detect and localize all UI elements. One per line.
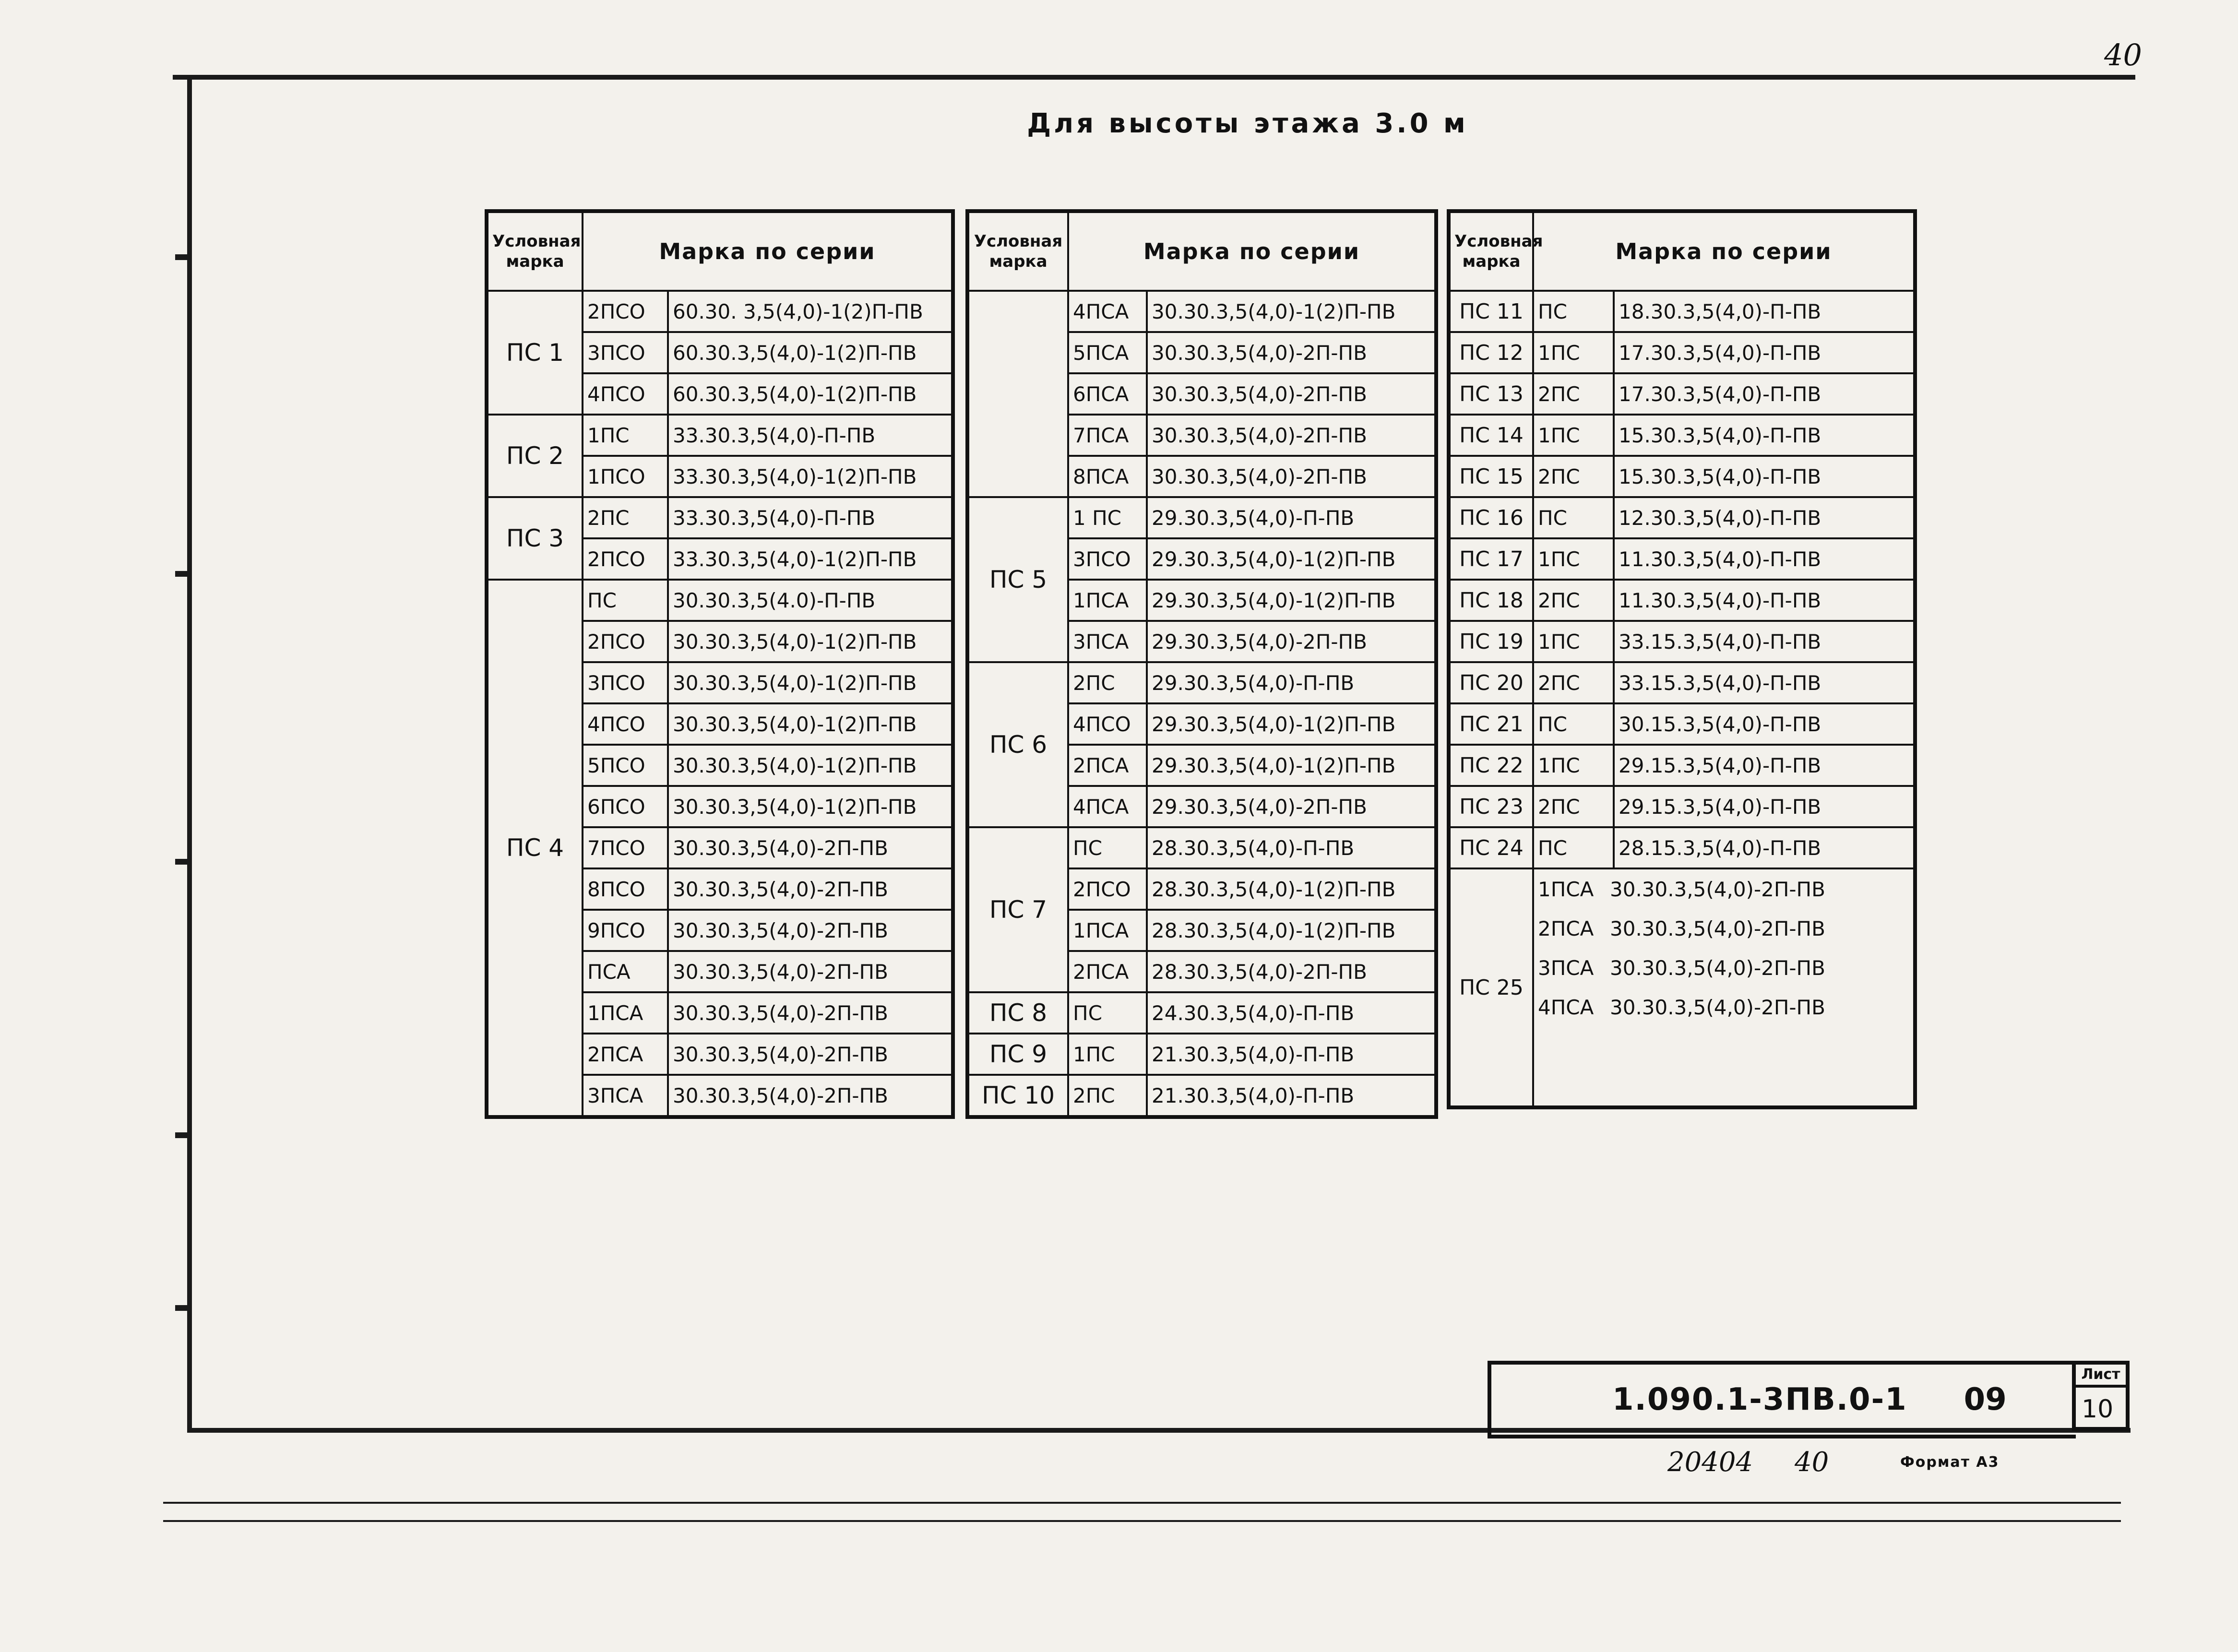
- table-row: [1449, 786, 1915, 827]
- condition-mark-cell: ПС 1: [487, 291, 583, 415]
- series-code-cell: 60.30. 3,5(4,0)-1(2)П-ПВ: [668, 291, 953, 332]
- series-code-cell: 30.30.3,5(4,0)-2П-ПВ: [1147, 415, 1436, 456]
- condition-mark-cell: ПС 22: [1449, 745, 1533, 786]
- series-code-cell: 30.30.3,5(4.0)-П-ПВ: [668, 580, 953, 621]
- condition-mark-cell: ПС 5: [967, 497, 1068, 662]
- series-code-cell: 17.30.3,5(4,0)-П-ПВ: [1614, 373, 1915, 415]
- series-prefix-cell: 2ПСО: [583, 621, 668, 662]
- series-prefix: 1ПСА: [1538, 877, 1594, 901]
- series-prefix-cell: 1ПСА: [583, 992, 668, 1034]
- table-row: [1449, 456, 1915, 497]
- spec-table-2: [965, 209, 1438, 1119]
- table-row: [1449, 291, 1915, 332]
- series-prefix-cell: 1ПСО: [583, 456, 668, 497]
- series-prefix-cell: 3ПСО: [583, 662, 668, 703]
- series-prefix-cell: ПС: [583, 580, 668, 621]
- series-prefix-cell: 2ПС: [583, 497, 668, 538]
- series-prefix-cell: 2ПС: [1533, 456, 1614, 497]
- series-prefix-cell: 3ПСА: [583, 1075, 668, 1117]
- series-prefix-cell: 2ПСА: [583, 1034, 668, 1075]
- series-code-cell: 30.15.3,5(4,0)-П-ПВ: [1614, 703, 1915, 745]
- table-row: [967, 1034, 1436, 1075]
- edge-tick-mark: [175, 571, 188, 577]
- table-row: [487, 497, 953, 538]
- series-prefix-cell: 5ПСО: [583, 745, 668, 786]
- series-code: 30.30.3,5(4,0)-2П-ПВ: [1610, 877, 1825, 901]
- series-mark-header: Марка по серии: [1533, 211, 1915, 291]
- series-prefix-cell: 1ПС: [1533, 621, 1614, 662]
- series-prefix-cell: 4ПСО: [583, 373, 668, 415]
- table-row: [487, 580, 953, 621]
- series-prefix-cell: 1ПС: [1533, 538, 1614, 580]
- series-entry-cell: [1533, 868, 1915, 909]
- series-code-cell: 30.30.3,5(4,0)-2П-ПВ: [668, 1075, 953, 1117]
- series-code-cell: 28.30.3,5(4,0)-2П-ПВ: [1147, 951, 1436, 992]
- condition-mark-cell: ПС 2: [487, 415, 583, 497]
- series-prefix-cell: 2ПСО: [1068, 868, 1147, 910]
- series-code-cell: 30.30.3,5(4,0)-2П-ПВ: [668, 868, 953, 910]
- series-mark-header: Марка по серии: [583, 211, 953, 291]
- series-prefix-cell: 4ПСА: [1068, 291, 1147, 332]
- series-prefix-cell: 7ПСА: [1068, 415, 1147, 456]
- series-code-cell: 33.15.3,5(4,0)-П-ПВ: [1614, 662, 1915, 703]
- edge-tick-mark: [175, 254, 188, 260]
- series-code-cell: 29.30.3,5(4,0)-1(2)П-ПВ: [1147, 703, 1436, 745]
- series-prefix-cell: 1ПС: [583, 415, 668, 456]
- series-prefix-cell: 3ПСА: [1068, 621, 1147, 662]
- empty-cell: [1533, 1066, 1915, 1107]
- table-row: [1449, 827, 1915, 868]
- table-row: [1449, 373, 1915, 415]
- series-code: 30.30.3,5(4,0)-2П-ПВ: [1610, 916, 1825, 940]
- series-prefix-cell: ПС: [1068, 992, 1147, 1034]
- table-row: [1449, 745, 1915, 786]
- edge-tick-mark: [175, 859, 188, 865]
- series-entry-cell: [1533, 948, 1915, 987]
- condition-mark-cell: ПС 7: [967, 827, 1068, 992]
- table-row: [1449, 703, 1915, 745]
- series-code-cell: 28.30.3,5(4,0)-1(2)П-ПВ: [1147, 868, 1436, 910]
- condition-mark-cell: ПС 20: [1449, 662, 1533, 703]
- table-row: [1449, 415, 1915, 456]
- sheet-label: Лист: [2076, 1365, 2126, 1388]
- table-row: [967, 662, 1436, 703]
- series-prefix-cell: 2ПС: [1533, 786, 1614, 827]
- series-code-cell: 30.30.3,5(4,0)-2П-ПВ: [668, 1034, 953, 1075]
- condition-mark-header: Условная марка: [1449, 211, 1533, 291]
- series-prefix-cell: 6ПСО: [583, 786, 668, 827]
- series-prefix-cell: 8ПСО: [583, 868, 668, 910]
- sheet-number: 10: [2082, 1395, 2114, 1424]
- series-prefix-cell: 2ПСА: [1068, 745, 1147, 786]
- table-row: [967, 1075, 1436, 1117]
- table-row: [1449, 868, 1915, 909]
- condition-mark-cell: [967, 291, 1068, 497]
- series-code-cell: 18.30.3,5(4,0)-П-ПВ: [1614, 291, 1915, 332]
- condition-mark-cell: ПС 10: [967, 1075, 1068, 1117]
- trim-line-1: [163, 1502, 2121, 1504]
- series-code-cell: 29.30.3,5(4,0)-2П-ПВ: [1147, 621, 1436, 662]
- table-row: [967, 497, 1436, 538]
- table-row: [1449, 621, 1915, 662]
- series-code-cell: 33.15.3,5(4,0)-П-ПВ: [1614, 621, 1915, 662]
- series-code-cell: 28.30.3,5(4,0)-П-ПВ: [1147, 827, 1436, 868]
- title-block: [1488, 1361, 2076, 1438]
- condition-mark-cell: ПС 3: [487, 497, 583, 580]
- series-code: 30.30.3,5(4,0)-2П-ПВ: [1610, 956, 1825, 980]
- spec-table-1: [485, 209, 955, 1119]
- edge-tick-mark: [175, 1305, 188, 1311]
- series-prefix-cell: ПС: [1533, 497, 1614, 538]
- format-label: Формат А3: [1900, 1454, 2000, 1471]
- series-code-cell: 33.30.3,5(4,0)-1(2)П-ПВ: [668, 456, 953, 497]
- series-prefix-cell: ПС: [1533, 827, 1614, 868]
- inventory-number: 20404: [1667, 1447, 1753, 1478]
- series-code-cell: 29.30.3,5(4,0)-П-ПВ: [1147, 662, 1436, 703]
- condition-mark-header: Условная марка: [487, 211, 583, 291]
- series-code-cell: 29.30.3,5(4,0)-П-ПВ: [1147, 497, 1436, 538]
- series-code-cell: 30.30.3,5(4,0)-2П-ПВ: [1147, 373, 1436, 415]
- series-code-cell: 12.30.3,5(4,0)-П-ПВ: [1614, 497, 1915, 538]
- series-prefix-cell: 1ПСА: [1068, 580, 1147, 621]
- series-code-cell: 17.30.3,5(4,0)-П-ПВ: [1614, 332, 1915, 373]
- series-prefix-cell: 1ПСА: [1068, 910, 1147, 951]
- condition-mark-cell: ПС 12: [1449, 332, 1533, 373]
- condition-mark-cell: ПС 24: [1449, 827, 1533, 868]
- series-code-cell: 15.30.3,5(4,0)-П-ПВ: [1614, 415, 1915, 456]
- condition-mark-cell: ПС 4: [487, 580, 583, 1117]
- table-row: [1449, 497, 1915, 538]
- condition-mark-cell: ПС 19: [1449, 621, 1533, 662]
- series-prefix-cell: 2ПСА: [1068, 951, 1147, 992]
- series-code-cell: 28.15.3,5(4,0)-П-ПВ: [1614, 827, 1915, 868]
- series-prefix-cell: 2ПСО: [583, 538, 668, 580]
- series-code-cell: 24.30.3,5(4,0)-П-ПВ: [1147, 992, 1436, 1034]
- condition-mark-cell: ПС 21: [1449, 703, 1533, 745]
- series-code-cell: 33.30.3,5(4,0)-П-ПВ: [668, 497, 953, 538]
- table-row: [487, 291, 953, 332]
- series-code-cell: 21.30.3,5(4,0)-П-ПВ: [1147, 1075, 1436, 1117]
- series-prefix-cell: 8ПСА: [1068, 456, 1147, 497]
- series-code-cell: 30.30.3,5(4,0)-2П-ПВ: [668, 827, 953, 868]
- sheet-box: [2072, 1361, 2130, 1431]
- condition-mark-cell: ПС 8: [967, 992, 1068, 1034]
- series-prefix: 4ПСА: [1538, 995, 1594, 1019]
- series-code-cell: 30.30.3,5(4,0)-1(2)П-ПВ: [668, 662, 953, 703]
- series-code-cell: 30.30.3,5(4,0)-2П-ПВ: [668, 910, 953, 951]
- series-prefix-cell: 1ПС: [1533, 332, 1614, 373]
- frame-left-line: [187, 75, 192, 1433]
- table-row: [1449, 662, 1915, 703]
- series-prefix-cell: 4ПСО: [1068, 703, 1147, 745]
- condition-mark-header: Условная марка: [967, 211, 1068, 291]
- series-entry-cell: [1533, 909, 1915, 948]
- series-prefix-cell: 4ПСА: [1068, 786, 1147, 827]
- series-prefix-cell: 1ПС: [1068, 1034, 1147, 1075]
- series-prefix-cell: 1ПС: [1533, 745, 1614, 786]
- series-prefix-cell: ПСА: [583, 951, 668, 992]
- document-number: 09: [1964, 1382, 2007, 1417]
- series-code-cell: 11.30.3,5(4,0)-П-ПВ: [1614, 538, 1915, 580]
- condition-mark-cell: ПС 11: [1449, 291, 1533, 332]
- series-code-cell: 30.30.3,5(4,0)-2П-ПВ: [1147, 332, 1436, 373]
- corner-page-number: 40: [2104, 37, 2142, 72]
- table-row: [967, 291, 1436, 332]
- trim-line-2: [163, 1520, 2121, 1522]
- series-code-cell: 21.30.3,5(4,0)-П-ПВ: [1147, 1034, 1436, 1075]
- series-code-cell: 30.30.3,5(4,0)-2П-ПВ: [1147, 456, 1436, 497]
- series-prefix-cell: 2ПС: [1533, 580, 1614, 621]
- series-prefix-cell: 2ПС: [1068, 662, 1147, 703]
- series-prefix-cell: 3ПСО: [583, 332, 668, 373]
- edge-tick-mark: [175, 1132, 188, 1138]
- series-code-cell: 30.30.3,5(4,0)-1(2)П-ПВ: [668, 786, 953, 827]
- series-prefix-cell: 4ПСО: [583, 703, 668, 745]
- series-code-cell: 29.30.3,5(4,0)-1(2)П-ПВ: [1147, 745, 1436, 786]
- condition-mark-cell: ПС 6: [967, 662, 1068, 827]
- series-code-cell: 29.15.3,5(4,0)-П-ПВ: [1614, 745, 1915, 786]
- series-code-cell: 29.30.3,5(4,0)-1(2)П-ПВ: [1147, 538, 1436, 580]
- series-prefix-cell: 6ПСА: [1068, 373, 1147, 415]
- series-code-cell: 28.30.3,5(4,0)-1(2)П-ПВ: [1147, 910, 1436, 951]
- series-code-cell: 33.30.3,5(4,0)-П-ПВ: [668, 415, 953, 456]
- series-code-cell: 30.30.3,5(4,0)-2П-ПВ: [668, 951, 953, 992]
- empty-cell: [1533, 1027, 1915, 1066]
- condition-mark-cell: ПС 18: [1449, 580, 1533, 621]
- series-code-cell: 30.30.3,5(4,0)-1(2)П-ПВ: [668, 621, 953, 662]
- spec-table-3: [1447, 209, 1917, 1109]
- series-code-cell: 33.30.3,5(4,0)-1(2)П-ПВ: [668, 538, 953, 580]
- series-prefix-cell: 2ПС: [1068, 1075, 1147, 1117]
- series-prefix-cell: ПС: [1533, 291, 1614, 332]
- series-code-cell: 11.30.3,5(4,0)-П-ПВ: [1614, 580, 1915, 621]
- series-code-cell: 29.15.3,5(4,0)-П-ПВ: [1614, 786, 1915, 827]
- series-prefix-cell: 7ПСО: [583, 827, 668, 868]
- page-title: Для высоты этажа 3.0 м: [1027, 108, 1468, 139]
- series-code-cell: 15.30.3,5(4,0)-П-ПВ: [1614, 456, 1915, 497]
- series-prefix-cell: 1 ПС: [1068, 497, 1147, 538]
- series-prefix-cell: 2ПСО: [583, 291, 668, 332]
- table-row: [487, 415, 953, 456]
- table-row: [1449, 538, 1915, 580]
- series-prefix: 3ПСА: [1538, 956, 1594, 980]
- series-prefix-cell: ПС: [1533, 703, 1614, 745]
- series-code-cell: 60.30.3,5(4,0)-1(2)П-ПВ: [668, 332, 953, 373]
- series-prefix: 2ПСА: [1538, 916, 1594, 940]
- table-row: [1449, 580, 1915, 621]
- series-code-cell: 29.30.3,5(4,0)-2П-ПВ: [1147, 786, 1436, 827]
- series-code-cell: 60.30.3,5(4,0)-1(2)П-ПВ: [668, 373, 953, 415]
- series-code: 30.30.3,5(4,0)-2П-ПВ: [1610, 995, 1825, 1019]
- table-row: [1449, 332, 1915, 373]
- series-prefix-cell: 2ПС: [1533, 373, 1614, 415]
- condition-mark-cell: ПС 16: [1449, 497, 1533, 538]
- condition-mark-cell: ПС 25: [1449, 868, 1533, 1107]
- series-mark-header: Марка по серии: [1068, 211, 1436, 291]
- series-prefix-cell: 1ПС: [1533, 415, 1614, 456]
- frame-top-line: [173, 75, 2135, 80]
- series-prefix-cell: 2ПС: [1533, 662, 1614, 703]
- condition-mark-cell: ПС 15: [1449, 456, 1533, 497]
- series-code-cell: 29.30.3,5(4,0)-1(2)П-ПВ: [1147, 580, 1436, 621]
- condition-mark-cell: ПС 13: [1449, 373, 1533, 415]
- table-row: [967, 992, 1436, 1034]
- series-entry-cell: [1533, 987, 1915, 1027]
- series-code-cell: 30.30.3,5(4,0)-1(2)П-ПВ: [668, 745, 953, 786]
- table-row: [967, 827, 1436, 868]
- series-prefix-cell: 5ПСА: [1068, 332, 1147, 373]
- series-code-cell: 30.30.3,5(4,0)-1(2)П-ПВ: [1147, 291, 1436, 332]
- series-code-cell: 30.30.3,5(4,0)-1(2)П-ПВ: [668, 703, 953, 745]
- condition-mark-cell: ПС 23: [1449, 786, 1533, 827]
- series-prefix-cell: 9ПСО: [583, 910, 668, 951]
- condition-mark-cell: ПС 14: [1449, 415, 1533, 456]
- series-prefix-cell: ПС: [1068, 827, 1147, 868]
- condition-mark-cell: ПС 9: [967, 1034, 1068, 1075]
- condition-mark-cell: ПС 17: [1449, 538, 1533, 580]
- series-prefix-cell: 3ПСО: [1068, 538, 1147, 580]
- document-code: 1.090.1-3ПВ.0-1: [1612, 1382, 1907, 1417]
- inventory-page: 40: [1795, 1447, 1829, 1478]
- series-code-cell: 30.30.3,5(4,0)-2П-ПВ: [668, 992, 953, 1034]
